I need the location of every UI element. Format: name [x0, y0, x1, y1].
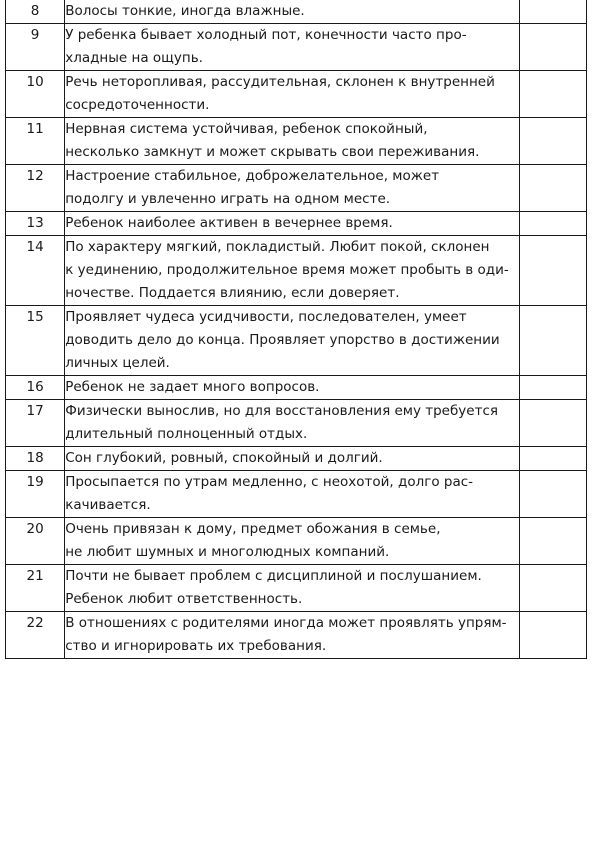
- item-statement: [65, 612, 520, 659]
- statement-line: Речь неторопливая, рассудительная, склонен к внутренней: [65, 74, 495, 90]
- table-row: [6, 400, 587, 447]
- item-statement: [65, 212, 520, 236]
- answer-cell[interactable]: [519, 165, 586, 212]
- table-row: [6, 24, 587, 71]
- item-number: 15: [6, 306, 65, 376]
- statement-line: качивается.: [65, 497, 151, 513]
- answer-cell[interactable]: [519, 306, 586, 376]
- item-number: 16: [6, 376, 65, 400]
- item-statement: [65, 0, 520, 24]
- item-number: 21: [6, 565, 65, 612]
- item-number: 18: [6, 447, 65, 471]
- answer-cell[interactable]: [519, 24, 586, 71]
- statement-line: подолгу и увлеченно играть на одном месте.: [65, 191, 391, 207]
- answer-cell[interactable]: [519, 612, 586, 659]
- table-row: [6, 565, 587, 612]
- statement-line: У ребенка бывает холодный пот, конечности часто про-: [65, 27, 467, 43]
- statement-line: к уединению, продолжительное время может пробыть в оди-: [65, 262, 509, 278]
- statement-line: Физически вынослив, но для восстановления ему требуется: [65, 403, 499, 419]
- item-number: 10: [6, 71, 65, 118]
- answer-cell[interactable]: [519, 447, 586, 471]
- table-row: [6, 447, 587, 471]
- statement-line: сосредоточенности.: [65, 97, 210, 113]
- answer-cell[interactable]: [519, 71, 586, 118]
- table-row: [6, 236, 587, 306]
- statement-line: Ребенок наиболее активен в вечернее время.: [65, 215, 393, 231]
- table-row: [6, 0, 587, 24]
- item-statement: [65, 118, 520, 165]
- answer-cell[interactable]: [519, 236, 586, 306]
- statement-line: Сон глубокий, ровный, спокойный и долгий.: [65, 450, 383, 466]
- table-row: [6, 518, 587, 565]
- item-statement: [65, 236, 520, 306]
- statement-line: В отношениях с родителями иногда может проявлять упрям-: [65, 615, 507, 631]
- item-statement: [65, 24, 520, 71]
- item-number: 14: [6, 236, 65, 306]
- statement-line: личных целей.: [65, 355, 170, 371]
- item-number: 13: [6, 212, 65, 236]
- statement-line: Просыпается по утрам медленно, с неохотой, долго рас-: [65, 474, 474, 490]
- statement-line: доводить дело до конца. Проявляет упорство в достижении: [65, 332, 500, 348]
- item-statement: [65, 447, 520, 471]
- statement-line: ство и игнорировать их требования.: [65, 638, 327, 654]
- item-number: 22: [6, 612, 65, 659]
- table-row: [6, 118, 587, 165]
- answer-cell[interactable]: [519, 376, 586, 400]
- table-row: [6, 212, 587, 236]
- item-number: 12: [6, 165, 65, 212]
- item-number: 19: [6, 471, 65, 518]
- answer-cell[interactable]: [519, 0, 586, 24]
- item-number: 9: [6, 24, 65, 71]
- statement-line: не любит шумных и многолюдных компаний.: [65, 544, 390, 560]
- statement-line: Очень привязан к дому, предмет обожания в семье,: [65, 521, 441, 537]
- answer-cell[interactable]: [519, 471, 586, 518]
- statement-line: Ребенок не задает много вопросов.: [65, 379, 320, 395]
- item-statement: [65, 565, 520, 612]
- table-row: [6, 376, 587, 400]
- table-row: [6, 612, 587, 659]
- statement-line: По характеру мягкий, покладистый. Любит покой, склонен: [65, 239, 490, 255]
- statement-line: Настроение стабильное, доброжелательное, может: [65, 168, 440, 184]
- item-statement: [65, 518, 520, 565]
- table-row: [6, 306, 587, 376]
- table-row: [6, 471, 587, 518]
- statement-line: Волосы тонкие, иногда влажные.: [65, 3, 305, 19]
- item-statement: [65, 471, 520, 518]
- table-row: [6, 71, 587, 118]
- statement-line: Нервная система устойчивая, ребенок спокойный,: [65, 121, 428, 137]
- item-statement: [65, 400, 520, 447]
- questionnaire-table: [5, 0, 587, 659]
- statement-line: Проявляет чудеса усидчивости, последователен, умеет: [65, 309, 467, 325]
- item-number: 17: [6, 400, 65, 447]
- answer-cell[interactable]: [519, 118, 586, 165]
- statement-line: несколько замкнут и может скрывать свои переживания.: [65, 144, 480, 160]
- answer-cell[interactable]: [519, 212, 586, 236]
- item-statement: [65, 306, 520, 376]
- answer-cell[interactable]: [519, 400, 586, 447]
- item-statement: [65, 376, 520, 400]
- item-number: 8: [6, 0, 65, 24]
- answer-cell[interactable]: [519, 518, 586, 565]
- item-statement: [65, 71, 520, 118]
- item-number: 11: [6, 118, 65, 165]
- statement-line: Почти не бывает проблем с дисциплиной и послушанием.: [65, 568, 482, 584]
- statement-line: длительный полноценный отдых.: [65, 426, 308, 442]
- questionnaire-body: [6, 0, 587, 659]
- statement-line: Ребенок любит ответственность.: [65, 591, 303, 607]
- statement-line: ночестве. Поддается влиянию, если доверяет.: [65, 285, 400, 301]
- item-number: 20: [6, 518, 65, 565]
- statement-line: хладные на ощупь.: [65, 50, 203, 66]
- item-statement: [65, 165, 520, 212]
- answer-cell[interactable]: [519, 565, 586, 612]
- table-row: [6, 165, 587, 212]
